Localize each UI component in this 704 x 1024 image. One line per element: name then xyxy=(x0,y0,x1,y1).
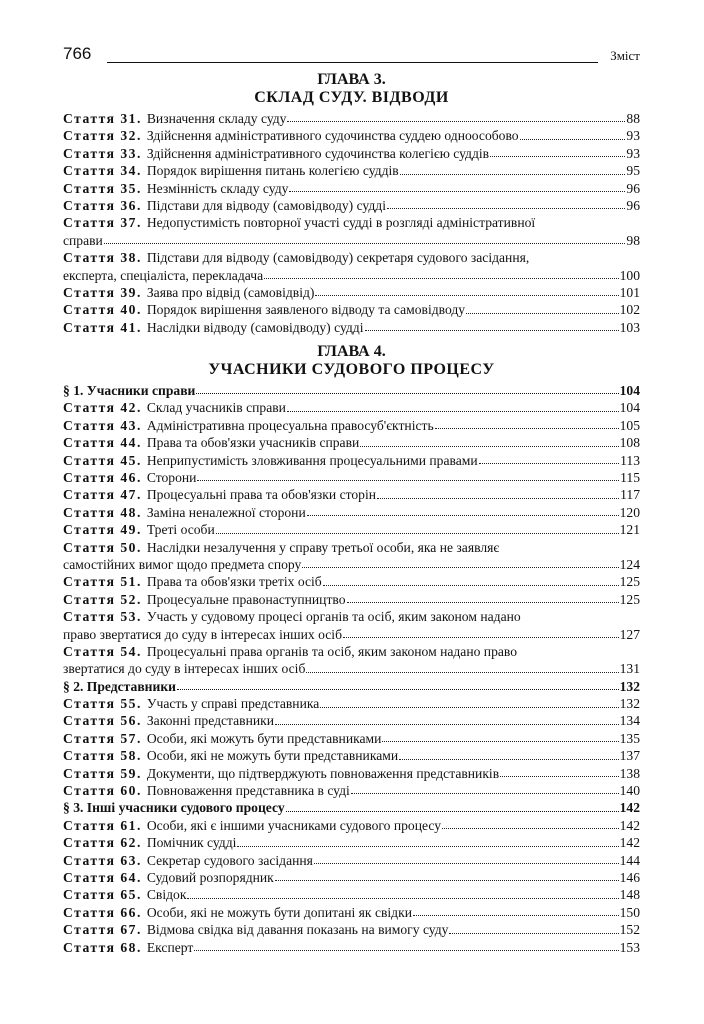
article-label: Стаття 64. xyxy=(63,870,142,885)
article-title: Адміністративна процесуальна правосуб'єктність xyxy=(146,417,434,433)
article-label: Стаття 55. xyxy=(63,696,142,712)
toc-article-row[interactable] xyxy=(63,886,640,903)
page-ref: 142 xyxy=(619,800,640,816)
article-title: Особи, які не можуть бути допитані як свідки xyxy=(146,904,412,920)
dot-leader xyxy=(347,602,619,603)
header-title: Зміст xyxy=(610,48,640,63)
dot-leader xyxy=(197,480,619,481)
article-label: Стаття 32. xyxy=(63,128,142,144)
dot-leader xyxy=(490,156,625,157)
page-ref: 105 xyxy=(619,417,640,433)
article-title: Експерт xyxy=(146,939,194,955)
article-continuation-line xyxy=(63,660,640,677)
article-title-continued: експерта, спеціаліста, перекладача xyxy=(63,267,264,283)
section-title: § 1. Учасники справи xyxy=(63,383,196,399)
page-ref: 101 xyxy=(619,284,640,300)
toc-article-row[interactable] xyxy=(63,197,640,214)
page-ref: 117 xyxy=(620,487,640,503)
article-label: Стаття 46. xyxy=(63,470,142,486)
page-ref: 153 xyxy=(619,939,640,955)
dot-leader xyxy=(264,278,619,279)
dot-leader xyxy=(520,139,626,140)
page-ref: 148 xyxy=(619,887,640,903)
page-ref: 96 xyxy=(626,180,640,196)
article-label: Стаття 59. xyxy=(63,765,142,781)
article-title: Участь у справі представника xyxy=(146,696,320,712)
article-title-continued: самостійних вимог щодо предмета спору xyxy=(63,556,302,572)
page-ref: 142 xyxy=(619,817,640,833)
article-label: Стаття 44. xyxy=(63,435,142,451)
article-title: Наслідки відводу (самовідводу) судді xyxy=(146,319,364,335)
article-title: Недопустимість повторної участі судді в розгляді адміністративної xyxy=(146,215,536,231)
page-number: 766 xyxy=(63,44,92,63)
article-title: Права та обов'язки третіх осіб xyxy=(146,574,322,590)
toc-article-row[interactable] xyxy=(63,939,640,956)
article-label: Стаття 58. xyxy=(63,748,142,764)
article-label: Стаття 42. xyxy=(63,400,142,416)
article-title-continued: право звертатися до суду в інтересах інших осіб xyxy=(63,626,342,642)
dot-leader xyxy=(382,741,618,742)
dot-leader xyxy=(400,174,626,175)
article-continuation-line xyxy=(63,267,640,284)
toc-article-row[interactable] xyxy=(63,284,640,301)
page-ref: 137 xyxy=(619,748,640,764)
toc-article-row[interactable] xyxy=(63,817,640,834)
page-ref: 140 xyxy=(619,783,640,799)
toc-article-row[interactable] xyxy=(63,608,640,643)
dot-leader xyxy=(275,880,619,881)
toc-article-row[interactable] xyxy=(63,486,640,503)
dot-leader xyxy=(307,515,619,516)
article-label: Стаття 49. xyxy=(63,522,142,538)
page-ref: 134 xyxy=(619,713,640,729)
article-first-line xyxy=(63,643,640,660)
article-label: Стаття 62. xyxy=(63,835,142,851)
article-title: Помічник судді xyxy=(146,835,237,851)
article-title: Документи, що підтверджують повноваження представників xyxy=(146,765,500,781)
dot-leader xyxy=(377,498,619,499)
article-continuation-line xyxy=(63,232,640,249)
dot-leader xyxy=(360,446,618,447)
page-ref: 113 xyxy=(620,452,640,468)
article-title: Порядок вирішення питань колегією суддів xyxy=(146,163,399,179)
toc-article-row[interactable] xyxy=(63,869,640,886)
dot-leader xyxy=(287,411,619,412)
page-ref: 100 xyxy=(619,267,640,283)
toc-article-row[interactable] xyxy=(63,539,640,574)
toc-article-row[interactable] xyxy=(63,162,640,179)
article-title: Секретар судового засідання xyxy=(146,852,313,868)
article-title: Неприпустимість зловживання процесуальними правами xyxy=(146,452,478,468)
page-ref: 131 xyxy=(619,661,640,677)
table-of-contents xyxy=(63,72,640,956)
dot-leader xyxy=(315,295,618,296)
chapter-heading xyxy=(63,72,640,110)
article-title: Треті особи xyxy=(146,522,215,538)
dot-leader xyxy=(177,689,619,690)
page-ref: 95 xyxy=(626,163,640,179)
page-ref: 135 xyxy=(619,730,640,746)
article-title: Підстави для відводу (самовідводу) судді xyxy=(146,197,386,213)
toc-article-row[interactable] xyxy=(63,834,640,851)
toc-article-row[interactable] xyxy=(63,110,640,127)
article-first-line xyxy=(63,214,640,231)
article-title: Сторони xyxy=(146,470,197,486)
page-ref: 144 xyxy=(619,852,640,868)
page-ref: 150 xyxy=(619,904,640,920)
article-title: Особи, які можуть бути представниками xyxy=(146,730,382,746)
article-label: Стаття 47. xyxy=(63,487,142,503)
article-label: Стаття 68. xyxy=(63,939,142,955)
toc-article-row[interactable] xyxy=(63,145,640,162)
dot-leader xyxy=(479,463,619,464)
article-title: Повноваження представника в суді xyxy=(146,783,350,799)
article-title: Процесуальне правонаступництво xyxy=(146,591,346,607)
dot-leader xyxy=(286,811,619,812)
page-ref: 104 xyxy=(619,383,640,399)
article-title: Судовий розпорядник xyxy=(146,870,274,885)
page-ref: 125 xyxy=(619,574,640,590)
page-header xyxy=(63,44,640,66)
dot-leader xyxy=(314,863,619,864)
dot-leader xyxy=(442,828,619,829)
article-label: Стаття 60. xyxy=(63,783,142,799)
article-label: Стаття 39. xyxy=(63,284,142,300)
page-ref: 132 xyxy=(619,678,640,694)
dot-leader xyxy=(216,533,619,534)
article-title: Права та обов'язки учасників справи xyxy=(146,435,360,451)
toc-article-row[interactable] xyxy=(63,180,640,197)
toc-article-row[interactable] xyxy=(63,573,640,590)
page-ref: 120 xyxy=(619,504,640,520)
article-title: Законні представники xyxy=(146,713,275,729)
article-title: Особи, які не можуть бути представниками xyxy=(146,748,399,764)
article-label: Стаття 52. xyxy=(63,591,142,607)
article-title-continued: звертатися до суду в інтересах інших осіб xyxy=(63,661,306,677)
page-ref: 142 xyxy=(619,835,640,851)
page-ref: 98 xyxy=(626,232,640,248)
page-ref: 124 xyxy=(619,556,640,572)
article-title: Особи, які є іншими учасниками судового процесу xyxy=(146,817,442,833)
article-title: Здійснення адміністративного судочинства суддею одноособово xyxy=(146,128,519,144)
dot-leader xyxy=(351,793,619,794)
toc-article-row[interactable] xyxy=(63,747,640,764)
article-label: Стаття 51. xyxy=(63,574,142,590)
article-title: Відмова свідка від давання показань на вимогу суду xyxy=(146,922,449,938)
toc-article-row[interactable] xyxy=(63,469,640,486)
article-label: Стаття 67. xyxy=(63,922,142,938)
article-label: Стаття 57. xyxy=(63,730,142,746)
dot-leader xyxy=(365,330,619,331)
chapter-title: СКЛАД СУДУ. ВІДВОДИ xyxy=(254,89,449,106)
page-ref: 103 xyxy=(619,319,640,335)
toc-article-row[interactable] xyxy=(63,904,640,921)
dot-leader xyxy=(413,915,619,916)
article-label: Стаття 65. xyxy=(63,887,142,903)
dot-leader xyxy=(466,313,619,314)
page-ref: 138 xyxy=(619,765,640,781)
article-first-line xyxy=(63,608,640,625)
article-continuation-line xyxy=(63,556,640,573)
header-rule xyxy=(107,62,598,63)
toc-article-row[interactable] xyxy=(63,852,640,869)
dot-leader xyxy=(387,208,625,209)
article-title: Здійснення адміністративного судочинства колегією суддів xyxy=(146,145,490,161)
dot-leader xyxy=(320,707,618,708)
toc-article-row[interactable] xyxy=(63,214,640,249)
page-ref: 125 xyxy=(619,591,640,607)
article-title: Незмінність складу суду xyxy=(146,180,289,196)
toc-article-row[interactable] xyxy=(63,921,640,938)
article-title: Заміна неналежної сторони xyxy=(146,504,306,520)
page-ref: 146 xyxy=(619,870,640,885)
article-label: Стаття 37. xyxy=(63,215,142,231)
article-label: Стаття 54. xyxy=(63,643,142,659)
toc-article-row[interactable] xyxy=(63,765,640,782)
article-label: Стаття 53. xyxy=(63,609,142,625)
dot-leader xyxy=(104,243,626,244)
article-title: Процесуальні права та обов'язки сторін xyxy=(146,487,377,503)
article-first-line xyxy=(63,539,640,556)
article-first-line xyxy=(63,249,640,266)
chapter-number: ГЛАВА 4. xyxy=(317,343,386,361)
article-label: Стаття 40. xyxy=(63,302,142,318)
article-title: Процесуальні права органів та осіб, яким законом надано право xyxy=(146,643,518,659)
article-label: Стаття 41. xyxy=(63,319,142,335)
toc-article-row[interactable] xyxy=(63,730,640,747)
page-ref: 121 xyxy=(619,522,640,538)
toc-article-row[interactable] xyxy=(63,713,640,730)
article-title: Участь у судовому процесі органів та осіб, яким законом надано xyxy=(146,609,521,625)
article-label: Стаття 33. xyxy=(63,145,142,161)
dot-leader xyxy=(449,933,618,934)
toc-article-row[interactable] xyxy=(63,591,640,608)
toc-article-row[interactable] xyxy=(63,127,640,144)
dot-leader xyxy=(289,191,625,192)
chapter-title: УЧАСНИКИ СУДОВОГО ПРОЦЕСУ xyxy=(208,361,495,379)
section-title: § 2. Представники xyxy=(63,678,176,694)
dot-leader xyxy=(287,121,625,122)
toc-article-row[interactable] xyxy=(63,319,640,336)
toc-article-row[interactable] xyxy=(63,399,640,416)
dot-leader xyxy=(275,724,619,725)
dot-leader xyxy=(500,776,618,777)
toc-section-row[interactable] xyxy=(63,382,640,399)
article-label: Стаття 63. xyxy=(63,852,142,868)
toc-article-row[interactable] xyxy=(63,452,640,469)
article-label: Стаття 56. xyxy=(63,713,142,729)
article-label: Стаття 66. xyxy=(63,904,142,920)
page-ref: 102 xyxy=(619,302,640,318)
page-ref: 152 xyxy=(619,922,640,938)
article-title: Підстави для відводу (самовідводу) секретаря судового засідання, xyxy=(146,250,530,266)
toc-article-row[interactable] xyxy=(63,504,640,521)
chapter-heading xyxy=(63,344,640,382)
dot-leader xyxy=(237,846,618,847)
article-label: Стаття 45. xyxy=(63,452,142,468)
toc-article-row[interactable] xyxy=(63,521,640,538)
toc-article-row[interactable] xyxy=(63,249,640,284)
page-ref: 108 xyxy=(619,435,640,451)
toc-article-row[interactable] xyxy=(63,782,640,799)
article-label: Стаття 48. xyxy=(63,504,142,520)
article-title: Склад учасників справи xyxy=(146,400,286,416)
page-ref: 93 xyxy=(626,145,640,161)
toc-section-row[interactable] xyxy=(63,678,640,695)
toc-article-row[interactable] xyxy=(63,643,640,678)
page-ref: 132 xyxy=(619,696,640,712)
toc-section-row[interactable] xyxy=(63,799,640,816)
page-ref: 115 xyxy=(620,470,640,486)
toc-article-row[interactable] xyxy=(63,434,640,451)
article-title: Свідок xyxy=(146,887,187,903)
page-ref: 96 xyxy=(626,197,640,213)
page-ref: 127 xyxy=(619,626,640,642)
article-title-continued: справи xyxy=(63,232,103,248)
article-label: Стаття 38. xyxy=(63,250,142,266)
toc-article-row[interactable] xyxy=(63,695,640,712)
toc-article-row[interactable] xyxy=(63,301,640,318)
dot-leader xyxy=(343,637,619,638)
article-title: Заява про відвід (самовідвід) xyxy=(146,284,315,300)
dot-leader xyxy=(194,950,618,951)
page-ref: 88 xyxy=(626,110,640,126)
article-title: Порядок вирішення заявленого відводу та самовідводу xyxy=(146,302,466,318)
chapter-number: ГЛАВА 3. xyxy=(317,71,386,88)
article-label: Стаття 31. xyxy=(63,110,142,126)
dot-leader xyxy=(435,428,619,429)
article-label: Стаття 43. xyxy=(63,417,142,433)
article-label: Стаття 35. xyxy=(63,180,142,196)
article-label: Стаття 61. xyxy=(63,817,142,833)
dot-leader xyxy=(196,393,618,394)
dot-leader xyxy=(323,585,619,586)
article-title: Наслідки незалучення у справу третьої особи, яка не заявляє xyxy=(146,539,500,555)
article-label: Стаття 36. xyxy=(63,197,142,213)
page-ref: 104 xyxy=(619,400,640,416)
article-label: Стаття 50. xyxy=(63,539,142,555)
article-continuation-line xyxy=(63,626,640,643)
section-title: § 3. Інші учасники судового процесу xyxy=(63,800,285,816)
toc-article-row[interactable] xyxy=(63,417,640,434)
dot-leader xyxy=(399,759,618,760)
article-title: Визначення складу суду xyxy=(146,110,287,126)
dot-leader xyxy=(306,672,618,673)
dot-leader xyxy=(187,898,618,899)
page-ref: 93 xyxy=(626,128,640,144)
article-label: Стаття 34. xyxy=(63,163,142,179)
dot-leader xyxy=(302,567,618,568)
